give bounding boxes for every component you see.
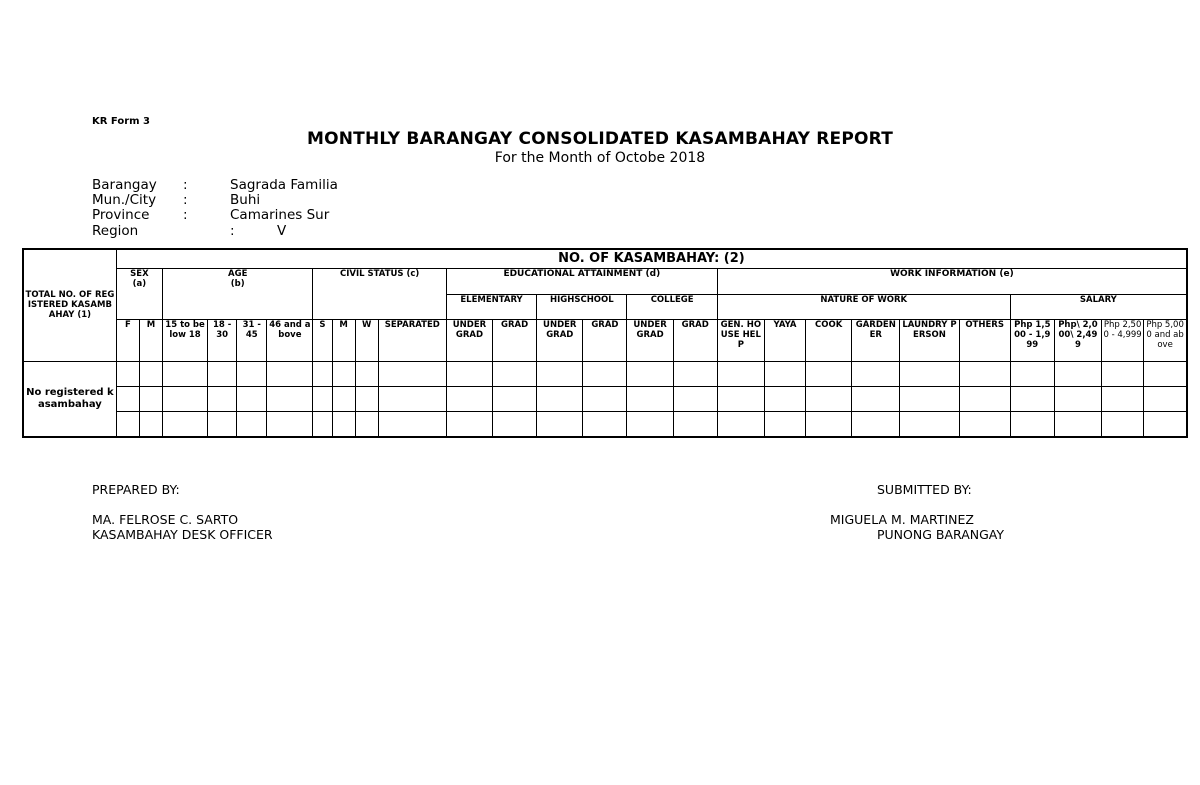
cell (313, 386, 332, 411)
cell (764, 386, 805, 411)
cell (208, 386, 237, 411)
region-label: Region (92, 223, 139, 239)
cell (852, 411, 900, 437)
province-colon: : (183, 207, 188, 223)
cell (1102, 361, 1144, 386)
cell (237, 386, 267, 411)
col-salary-1500-1999: Php 1,500 - 1,999 (1010, 319, 1054, 361)
cell (959, 386, 1010, 411)
prepared-by-position: KASAMBAHAY DESK OFFICER (92, 527, 273, 542)
col-age-46-above: 46 and above (267, 319, 313, 361)
cell (764, 411, 805, 437)
cell (583, 386, 627, 411)
barangay-label: Barangay (92, 177, 157, 193)
col-work-others: OTHERS (959, 319, 1010, 361)
cell (1144, 361, 1187, 386)
col-civil-s: S (313, 319, 332, 361)
cell (1144, 386, 1187, 411)
cell (673, 411, 717, 437)
cell (355, 411, 378, 437)
report-title: MONTHLY BARANGAY CONSOLIDATED KASAMBAHAY REPORT (306, 129, 893, 149)
cell (1054, 386, 1101, 411)
prepared-by-name: MA. FELROSE C. SARTO (92, 512, 239, 527)
cell (116, 411, 139, 437)
province-label: Province (92, 207, 150, 223)
cell (493, 411, 537, 437)
cell (1054, 361, 1101, 386)
col-work-yaya: YAYA (764, 319, 805, 361)
cell (806, 411, 852, 437)
cell (583, 411, 627, 437)
cell (900, 361, 959, 386)
cell (852, 386, 900, 411)
prepared-by-label: PREPARED BY: (92, 482, 180, 497)
cell (116, 386, 139, 411)
region-colon: : (230, 223, 235, 239)
cell (162, 361, 207, 386)
cell (627, 411, 673, 437)
cell (1010, 361, 1054, 386)
cell (1144, 411, 1187, 437)
city-colon: : (183, 192, 188, 208)
col-work-gardener: GARDENER (852, 319, 900, 361)
cell (378, 361, 446, 386)
col-salary-2500-4999: Php 2,500 - 4,999 (1102, 319, 1144, 361)
col-hs-grad: GRAD (583, 319, 627, 361)
report-subtitle: For the Month of Octobe 2018 (494, 150, 706, 166)
kasambahay-report-table (22, 248, 1188, 438)
cell (267, 386, 313, 411)
age-title: AGE (228, 268, 248, 279)
highschool-header: HIGHSCHOOL (537, 294, 627, 319)
cell (332, 411, 355, 437)
cell (139, 361, 162, 386)
col-civil-w: W (355, 319, 378, 361)
col-work-gen-house-help: GEN. HOUSE HELP (717, 319, 764, 361)
barangay-colon: : (183, 177, 188, 193)
table-row (23, 361, 1187, 386)
cell (237, 361, 267, 386)
cell (1102, 386, 1144, 411)
table-row (23, 411, 1187, 437)
cell (313, 411, 332, 437)
cell (446, 411, 492, 437)
educational-attainment-header: EDUCATIONAL ATTAINMENT (d) (446, 268, 717, 294)
cell (1054, 411, 1101, 437)
submitted-by-position: PUNONG BARANGAY (877, 527, 1004, 542)
cell (717, 386, 764, 411)
cell (900, 411, 959, 437)
form-id: KR Form 3 (92, 116, 151, 127)
cell (537, 411, 583, 437)
col-age-15-18: 15 to below 18 (162, 319, 207, 361)
col-sex-m: M (139, 319, 162, 361)
cell (162, 386, 207, 411)
cell (378, 386, 446, 411)
col-elem-grad: GRAD (493, 319, 537, 361)
col-college-grad: GRAD (673, 319, 717, 361)
cell (116, 361, 139, 386)
cell (852, 361, 900, 386)
cell (355, 386, 378, 411)
cell (900, 386, 959, 411)
submitted-by-label: SUBMITTED BY: (877, 482, 972, 497)
cell (717, 411, 764, 437)
cell (806, 386, 852, 411)
col-hs-undergrad: UNDER GRAD (537, 319, 583, 361)
civil-status-header: CIVIL STATUS (c) (313, 268, 446, 319)
cell (446, 386, 492, 411)
cell (1102, 411, 1144, 437)
region-value: V (277, 223, 287, 239)
cell (355, 361, 378, 386)
city-value: Buhi (230, 192, 261, 208)
college-header: COLLEGE (627, 294, 717, 319)
cell (627, 361, 673, 386)
cell (673, 361, 717, 386)
total-registered-header: TOTAL NO. OF REGISTERED KASAMBAHAY (1) (23, 249, 116, 361)
city-label: Mun./City (92, 192, 157, 208)
col-sex-f: F (116, 319, 139, 361)
province-value: Camarines Sur (230, 207, 330, 223)
cell (959, 411, 1010, 437)
cell (332, 386, 355, 411)
cell (717, 361, 764, 386)
cell (139, 386, 162, 411)
col-work-laundry-person: LAUNDRY PERSON (900, 319, 959, 361)
cell (806, 361, 852, 386)
col-age-31-45: 31 - 45 (237, 319, 267, 361)
table-row (23, 386, 1187, 411)
no-registered-label: No registered kasambahay (23, 361, 116, 437)
cell (537, 361, 583, 386)
age-header (162, 268, 312, 319)
sex-code: (a) (132, 278, 147, 289)
cell (139, 411, 162, 437)
no-of-kasambahay-header: NO. OF KASAMBAHAY: (2) (116, 249, 1187, 268)
elementary-header: ELEMENTARY (446, 294, 536, 319)
work-information-header: WORK INFORMATION (e) (717, 268, 1187, 294)
cell (332, 361, 355, 386)
cell (162, 411, 207, 437)
cell (208, 361, 237, 386)
cell (764, 361, 805, 386)
cell (313, 361, 332, 386)
cell (208, 411, 237, 437)
col-elem-undergrad: UNDER GRAD (446, 319, 492, 361)
col-salary-5000-above: Php 5,000 and above (1144, 319, 1187, 361)
cell (267, 361, 313, 386)
cell (673, 386, 717, 411)
cell (378, 411, 446, 437)
col-civil-m: M (332, 319, 355, 361)
col-college-undergrad: UNDER GRAD (627, 319, 673, 361)
sex-title: SEX (130, 268, 149, 279)
cell (446, 361, 492, 386)
cell (267, 411, 313, 437)
submitted-by-name: MIGUELA M. MARTINEZ (830, 512, 974, 527)
cell (627, 386, 673, 411)
cell (237, 411, 267, 437)
cell (583, 361, 627, 386)
salary-header: SALARY (1010, 294, 1187, 319)
cell (493, 386, 537, 411)
col-work-cook: COOK (806, 319, 852, 361)
cell (493, 361, 537, 386)
cell (1010, 411, 1054, 437)
col-salary-2000-2499: Php\ 2,000\ 2,499 (1054, 319, 1101, 361)
cell (537, 386, 583, 411)
nature-of-work-header: NATURE OF WORK (717, 294, 1010, 319)
col-age-18-30: 18 - 30 (208, 319, 237, 361)
barangay-value: Sagrada Familia (230, 177, 338, 193)
cell (959, 361, 1010, 386)
age-code: (b) (230, 278, 245, 289)
sex-header (116, 268, 162, 319)
cell (1010, 386, 1054, 411)
col-civil-separated: SEPARATED (378, 319, 446, 361)
